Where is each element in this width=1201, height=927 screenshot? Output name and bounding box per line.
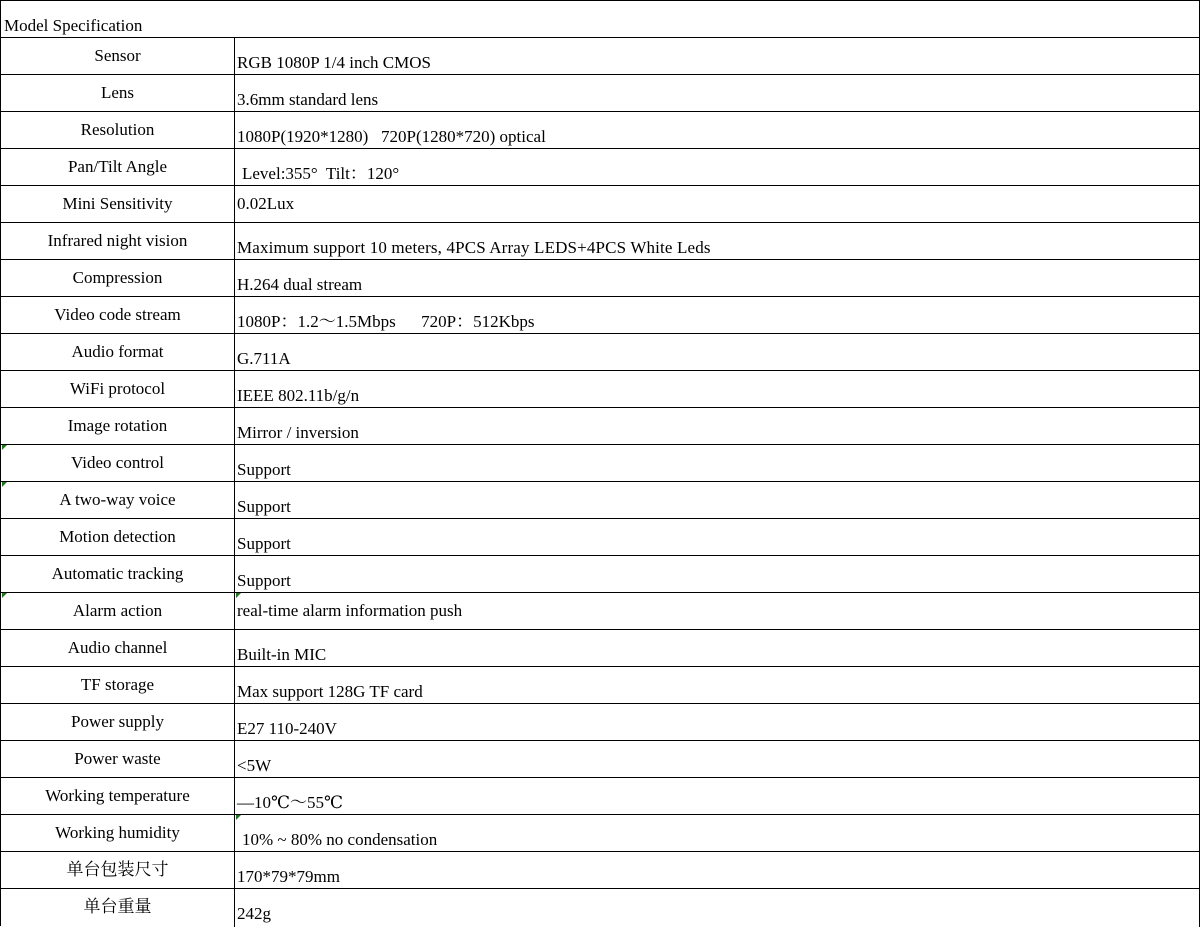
- spec-value-cell: [235, 630, 1199, 666]
- spec-value-cell: [235, 593, 1199, 629]
- spec-label-cell: [1, 815, 235, 851]
- spec-label: Working temperature: [45, 786, 190, 805]
- spec-value-cell: [235, 260, 1199, 296]
- table-row: [1, 778, 1200, 815]
- spec-value: <5W: [237, 756, 272, 775]
- spec-label: Sensor: [94, 46, 141, 65]
- spec-value-cell: [235, 297, 1199, 333]
- table-row: [1, 482, 1200, 519]
- spec-value: Support: [237, 460, 291, 479]
- spec-label-cell: [1, 149, 235, 185]
- cell-comment-marker: [2, 482, 7, 487]
- spec-value-cell: [235, 667, 1199, 703]
- table-row: [1, 38, 1200, 75]
- spec-value: G.711A: [237, 349, 291, 368]
- spec-label-cell: [1, 704, 235, 740]
- table-row: [1, 593, 1200, 630]
- spec-label-cell: [1, 112, 235, 148]
- spec-value: —10℃～55℃: [237, 793, 344, 812]
- table-row: [1, 186, 1200, 223]
- spec-label: Audio channel: [67, 638, 168, 657]
- spec-value: Maximum support 10 meters, 4PCS Array LEDS+4PCS White Leds: [237, 238, 711, 257]
- table-row: [1, 297, 1200, 334]
- spec-label-cell: [1, 519, 235, 555]
- spec-label-cell: [1, 630, 235, 666]
- table-row: [1, 630, 1200, 667]
- spec-label: Video control: [71, 453, 164, 472]
- table-row: [1, 223, 1200, 260]
- spec-label: Audio format: [71, 342, 164, 361]
- spec-value-cell: [235, 704, 1199, 740]
- table-row: [1, 815, 1200, 852]
- spec-value: Mirror / inversion: [237, 423, 359, 442]
- cell-comment-marker: [236, 593, 241, 598]
- spec-label-cell: [1, 593, 235, 629]
- table-row: [1, 445, 1200, 482]
- cell-comment-marker: [236, 815, 241, 820]
- spec-value-cell: [235, 519, 1199, 555]
- table-row: [1, 519, 1200, 556]
- spec-label-cell: [1, 75, 235, 111]
- table-row: [1, 667, 1200, 704]
- spec-label: Motion detection: [59, 527, 176, 546]
- spec-label: A two-way voice: [59, 490, 176, 509]
- spec-value-cell: [235, 556, 1199, 592]
- table-title-row: [1, 1, 1200, 38]
- spec-value: Support: [237, 534, 291, 553]
- spec-value: 1080P(1920*1280) 720P(1280*720) optical: [237, 127, 546, 146]
- cell-comment-marker: [2, 445, 7, 450]
- spec-label-cell: [1, 482, 235, 518]
- spec-label: Compression: [72, 268, 163, 287]
- spec-value-cell: [235, 223, 1199, 259]
- spec-label-cell: [1, 667, 235, 703]
- spec-value-cell: [235, 482, 1199, 518]
- spec-label: Image rotation: [67, 416, 168, 435]
- spec-value-cell: [235, 408, 1199, 444]
- spec-label-cell: [1, 408, 235, 444]
- spec-label: 单台重量: [83, 897, 152, 916]
- spec-value: 1080P：1.2～1.5Mbps 720P：512Kbps: [237, 312, 535, 331]
- spec-label-cell: [1, 778, 235, 814]
- spec-label-cell: [1, 445, 235, 481]
- spec-label: WiFi protocol: [69, 379, 166, 398]
- spec-value: real-time alarm information push: [237, 601, 463, 620]
- table-row: [1, 741, 1200, 778]
- spec-value: Support: [237, 571, 291, 590]
- table-row: [1, 852, 1200, 889]
- spec-value: 242g: [237, 904, 271, 923]
- spec-label-cell: [1, 297, 235, 333]
- cell-comment-marker: [2, 593, 7, 598]
- spec-value-cell: [235, 815, 1199, 851]
- spec-value-cell: [235, 889, 1199, 927]
- spec-value: 10% ~ 80% no condensation: [242, 830, 438, 849]
- spec-label: Power waste: [74, 749, 161, 768]
- table-row: [1, 371, 1200, 408]
- spec-label-cell: [1, 741, 235, 777]
- spec-value-cell: [235, 38, 1199, 74]
- spec-value-cell: [235, 445, 1199, 481]
- table-row: [1, 334, 1200, 371]
- spec-label-cell: [1, 371, 235, 407]
- spec-label: Power supply: [70, 712, 165, 731]
- spec-value-cell: [235, 371, 1199, 407]
- spec-label-cell: [1, 556, 235, 592]
- table-row: [1, 75, 1200, 112]
- table-row: [1, 408, 1200, 445]
- spec-value: H.264 dual stream: [237, 275, 363, 294]
- spec-value-cell: [235, 334, 1199, 370]
- spec-value-cell: [235, 778, 1199, 814]
- spec-value: Built-in MIC: [237, 645, 327, 664]
- spec-label: Video code stream: [54, 305, 181, 324]
- table-row: [1, 260, 1200, 297]
- spec-value: 0.02Lux: [237, 194, 295, 213]
- spec-label: Infrared night vision: [47, 231, 188, 250]
- spec-label: Pan/Tilt Angle: [67, 157, 168, 176]
- spec-value-cell: [235, 186, 1199, 222]
- spec-value: Max support 128G TF card: [237, 682, 423, 701]
- spec-label-cell: [1, 260, 235, 296]
- table-row: [1, 112, 1200, 149]
- spec-label: Mini Sensitivity: [62, 194, 173, 213]
- spec-value: Level:355° Tilt：120°: [242, 164, 400, 183]
- spec-value-cell: [235, 112, 1199, 148]
- table-title: Model Specification: [4, 16, 143, 35]
- spec-value: Support: [237, 497, 291, 516]
- spec-label: TF storage: [80, 675, 155, 694]
- spec-label-cell: [1, 186, 235, 222]
- spec-value-cell: [235, 852, 1199, 888]
- spec-value: RGB 1080P 1/4 inch CMOS: [237, 53, 431, 72]
- spec-label-cell: [1, 223, 235, 259]
- table-row: [1, 149, 1200, 186]
- spec-value: E27 110-240V: [237, 719, 337, 738]
- spec-label-cell: [1, 38, 235, 74]
- spec-value: 170*79*79mm: [237, 867, 340, 886]
- spec-value-cell: [235, 741, 1199, 777]
- spec-label-cell: [1, 334, 235, 370]
- table-row: [1, 704, 1200, 741]
- table-row: [1, 556, 1200, 593]
- spec-value-cell: [235, 149, 1199, 185]
- spec-value: 3.6mm standard lens: [237, 90, 379, 109]
- table-row: [1, 889, 1200, 927]
- spec-label: Alarm action: [72, 601, 163, 620]
- spec-label-cell: [1, 889, 235, 927]
- spec-value-cell: [235, 75, 1199, 111]
- spec-label-cell: [1, 852, 235, 888]
- spec-label: 单台包装尺寸: [66, 860, 169, 879]
- spec-label: Resolution: [80, 120, 155, 139]
- spec-label: Automatic tracking: [51, 564, 184, 583]
- spec-value: IEEE 802.11b/g/n: [237, 386, 360, 405]
- spec-label: Lens: [100, 83, 135, 102]
- spec-label: Working humidity: [55, 823, 180, 842]
